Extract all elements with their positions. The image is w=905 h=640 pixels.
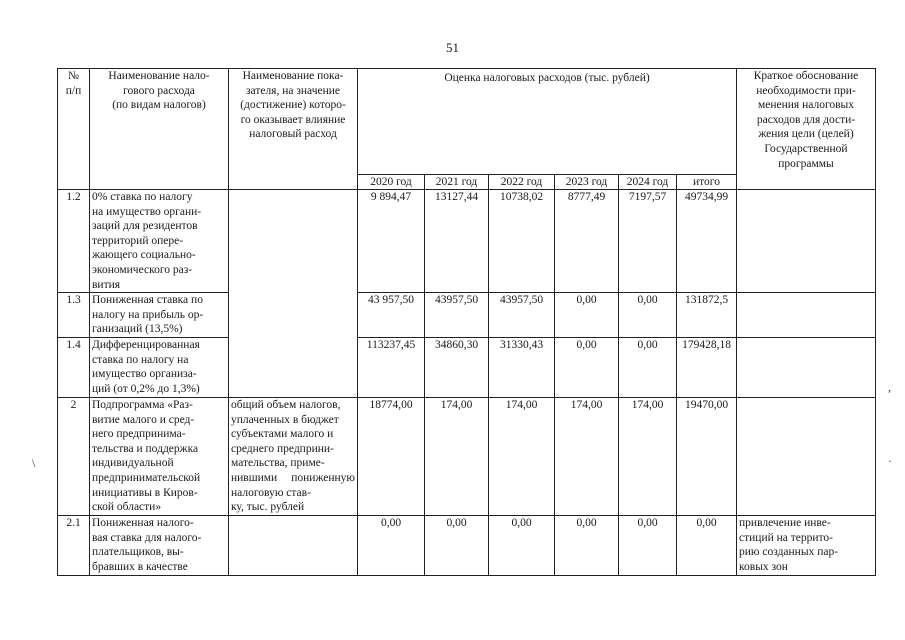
cell-2022: 174,00 — [489, 397, 555, 515]
table-row — [58, 293, 876, 338]
header-row — [58, 69, 876, 175]
header-justification: Краткое обоснование необходимости при- менения налоговых расходов для дости- жения цели (целей) Государственной программы — [737, 69, 876, 190]
row-num: 2 — [58, 397, 90, 515]
page-number: 51 — [446, 40, 459, 55]
cell-2023: 0,00 — [555, 515, 619, 575]
cell-2024: 0,00 — [619, 337, 677, 397]
row-num: 1.2 — [58, 190, 90, 293]
row-indicator — [229, 515, 358, 575]
cell-2022: 10738,02 — [489, 190, 555, 293]
row-justification — [737, 293, 876, 338]
cell-2020: 113237,45 — [358, 337, 425, 397]
header-year-2022: 2022 год — [489, 175, 555, 190]
table-row — [58, 397, 876, 515]
cell-2020: 18774,00 — [358, 397, 425, 515]
cell-total: 179428,18 — [677, 337, 737, 397]
cell-2023: 0,00 — [555, 337, 619, 397]
header-num: № п/п — [58, 69, 90, 190]
cell-2024: 0,00 — [619, 515, 677, 575]
cell-2021: 174,00 — [425, 397, 489, 515]
row-name: Подпрограмма «Раз- витие малого и сред- него предпринима- тельства и поддержка индивидуальной предпринимательской инициативы в Киров- ской области» — [90, 397, 229, 515]
tax-expenditure-table — [57, 68, 876, 576]
cell-2021: 13127,44 — [425, 190, 489, 293]
cell-2020: 43 957,50 — [358, 293, 425, 338]
row-num: 2.1 — [58, 515, 90, 575]
cell-total: 49734,99 — [677, 190, 737, 293]
table-row — [58, 190, 876, 293]
row-name: Дифференцированная ставка по налогу на имущество организа- ций (от 0,2% до 1,3%) — [90, 337, 229, 397]
margin-mark: , — [888, 380, 891, 394]
cell-2024: 174,00 — [619, 397, 677, 515]
margin-mark: \ — [32, 456, 36, 470]
cell-2024: 0,00 — [619, 293, 677, 338]
row-name: Пониженная ставка по налогу на прибыль ор- ганизаций (13,5%) — [90, 293, 229, 338]
cell-2023: 8777,49 — [555, 190, 619, 293]
row-num: 1.3 — [58, 293, 90, 338]
header-name: Наименование нало- гового расхода (по видам налогов) — [90, 69, 229, 190]
table-row — [58, 515, 876, 575]
cell-2022: 31330,43 — [489, 337, 555, 397]
header-year-2020: 2020 год — [358, 175, 425, 190]
cell-total: 131872,5 — [677, 293, 737, 338]
header-indicator: Наименование пока- зателя, на значение (достижение) которо- го оказывает влияние налоговый расход — [229, 69, 358, 190]
row-justification — [737, 397, 876, 515]
header-total: итого — [677, 175, 737, 190]
header-year-2021: 2021 год — [425, 175, 489, 190]
cell-2021: 0,00 — [425, 515, 489, 575]
cell-2022: 43957,50 — [489, 293, 555, 338]
row-name: Пониженная налого- вая ставка для налого- плательщиков, вы- бравших в качестве — [90, 515, 229, 575]
table-row — [58, 337, 876, 397]
row-indicator — [229, 190, 358, 398]
cell-2022: 0,00 — [489, 515, 555, 575]
row-justification — [737, 190, 876, 293]
cell-2023: 0,00 — [555, 293, 619, 338]
cell-2021: 34860,30 — [425, 337, 489, 397]
cell-2020: 0,00 — [358, 515, 425, 575]
cell-2023: 174,00 — [555, 397, 619, 515]
header-estimate: Оценка налоговых расходов (тыс. рублей) — [358, 69, 737, 175]
cell-2020: 9 894,47 — [358, 190, 425, 293]
header-year-2024: 2024 год — [619, 175, 677, 190]
cell-2021: 43957,50 — [425, 293, 489, 338]
row-indicator: общий объем налогов, уплаченных в бюджет субъектами малого и среднего предприни- мательства, приме- нившими пониженную налоговую став- ку, тыс. рублей — [229, 397, 358, 515]
cell-2024: 7197,57 — [619, 190, 677, 293]
margin-mark: · — [888, 454, 892, 468]
cell-total: 19470,00 — [677, 397, 737, 515]
row-justification — [737, 337, 876, 397]
header-year-2023: 2023 год — [555, 175, 619, 190]
row-justification: привлечение инве- стиций на террито- рию созданных пар- ковых зон — [737, 515, 876, 575]
row-name: 0% ставка по налогу на имущество органи- заций для резидентов территорий опере- жающего социально- экономического раз- вития — [90, 190, 229, 293]
cell-total: 0,00 — [677, 515, 737, 575]
row-num: 1.4 — [58, 337, 90, 397]
